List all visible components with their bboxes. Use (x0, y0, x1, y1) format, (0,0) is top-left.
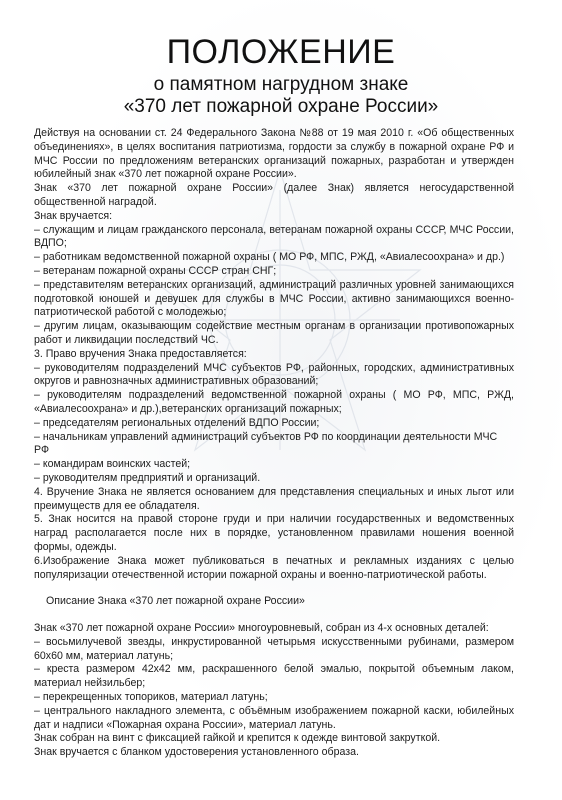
spacer (34, 582, 514, 595)
subtitle-line-2: «370 лет пожарной охране России» (123, 96, 439, 117)
paragraph: 5. Знак носится на правой стороне груди и при наличии государственных и ведомственных наград располагается после них в порядке, установленном правилами ношения военной формы, одежды. (34, 513, 514, 553)
list-item: – начальникам управлений администраций субъектов РФ по координации деятельности МЧС РФ (34, 430, 498, 457)
list-item: – руководителям подразделений МЧС субъектов РФ, районных, городских, административных округов и равнозначных административных образований; (34, 361, 514, 388)
paragraph: 4. Вручение Знака не является основанием для представления специальных и иных льгот или преимуществ для ее обладателя. (34, 485, 514, 512)
paragraph: Знак собран на винт с фиксацией гайкой и крепится к одежде винтовой закруткой. (34, 732, 441, 745)
paragraph: Знак вручается: (34, 209, 113, 222)
list-item: – руководителям предприятий и организаций. (34, 471, 261, 484)
paragraph: Знак «370 лет пожарной охране России» (далее Знак) является негосударственной общественной наградой. (34, 182, 514, 208)
subtitle-line-1: о памятном нагрудном знаке (153, 74, 409, 95)
list-item: – перекрещенных топориков, материал латунь; (34, 691, 268, 704)
paragraph: Знак «370 лет пожарной охране России» многоуровневый, собран из 4-х основных деталей: (34, 622, 489, 635)
list-item: – председателям региональных отделений ВДПО России; (34, 416, 320, 429)
list-item: – руководителям подразделений ведомственной пожарной охраны ( МО РФ, МПС, РЖД, «Авиалесоохрана» и др.),ветеранских организаций пожарных; (34, 389, 514, 415)
list-item: – центрального накладного элемента, с объёмным изображением пожарной каски, юбилейных дат и надписи «Пожарная охрана России», материал латунь. (34, 704, 514, 731)
list-item: – восьмилучевой звезды, инкрустированной четырьмя искусственными рубинами, размером 60х60 мм, материал латунь; (34, 635, 514, 662)
list-item: – командирам воинских частей; (34, 458, 191, 471)
paragraph: 6.Изображение Знака может публиковаться в печатных и рекламных изданиях с целью популяризации отечественной истории пожарной охраны и военно-патриотической работы. (34, 554, 514, 581)
paragraph: Знак вручается с бланком удостоверения установленного образа. (34, 746, 359, 759)
paragraph: Действуя на основании ст. 24 Федерального Закона №88 от 19 мая 2010 г. «Об общественных объединениях», в целях воспитания патриотизма, гордости за службу в пожарной охране РФ и МЧС России по предложениям ветеранских организаций пожарных, разработан и утвержден юбилейный знак «370 лет пожарной охране России». (34, 127, 514, 181)
section-heading: Описание Знака «370 лет пожарной охране России» (46, 595, 305, 608)
list-item: – представителям ветеранских организаций, администраций различных уровней занимающихся подготовкой юношей и девушек для службы в МЧС России, активно занимающихся военно-патриотической работой с молодежью; (34, 278, 514, 319)
list-item: – креста размером 42х42 мм, раскрашенного белой эмалью, покрытой объемным лаком, материал нейзильбер; (34, 663, 514, 690)
paragraph: 3. Право вручения Знака предоставляется: (34, 347, 247, 360)
list-item: – другим лицам, оказывающим содействие местным органам в организации противопожарных работ и ликвидации последствий ЧС. (34, 320, 514, 346)
list-item: – служащим и лицам гражданского персонала, ветеранам пожарной охраны СССР, МЧС России, ВДПО; (34, 223, 514, 250)
list-item: – работникам ведомственной пожарной охраны ( МО РФ, МПС, РЖД, «Авиалесоохрана» и др.) (34, 251, 505, 264)
list-item: – ветеранам пожарной охраны СССР стран СНГ; (34, 264, 277, 277)
document-body (34, 127, 514, 760)
page-title: ПОЛОЖЕНИЕ (166, 33, 396, 71)
spacer (34, 609, 514, 622)
